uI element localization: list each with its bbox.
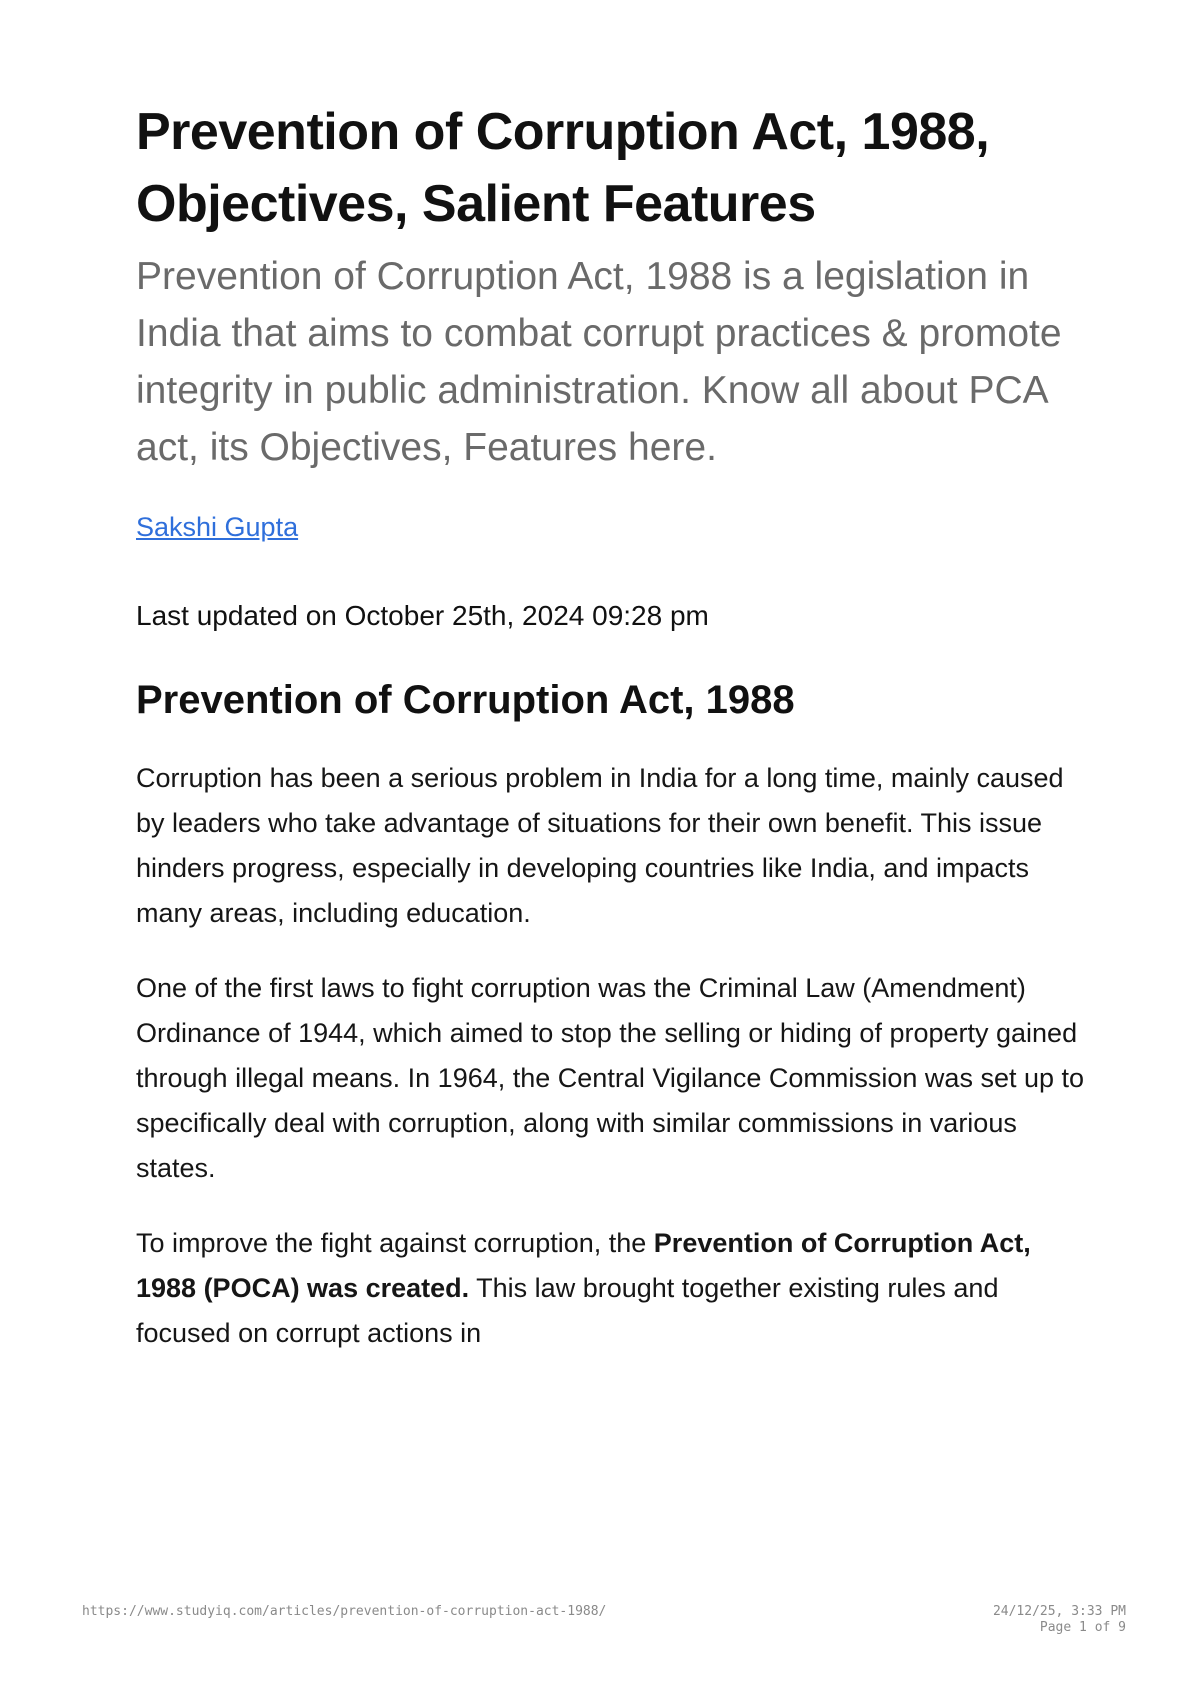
article-title: Prevention of Corruption Act, 1988, Objectives, Salient Features (136, 103, 990, 233)
paragraph-3 (136, 1221, 1096, 1356)
section-heading: Prevention of Corruption Act, 1988 (136, 678, 795, 722)
paragraph-1: Corruption has been a serious problem in India for a long time, mainly caused by leaders who take advantage of situations for their own benefit. This issue hinders progress, especially in developing countries like India, and impacts many areas, including education. (136, 763, 1064, 928)
footer-url: https://www.studyiq.com/articles/prevention-of-corruption-act-1988/ (82, 1604, 607, 1619)
paragraph-3-bold: Prevention of Corruption Act, 1988 (POCA) was created. (136, 1228, 1031, 1303)
paragraph-3-text-end: This law brought together existing rules and focused on corrupt actions in (136, 1273, 999, 1348)
paragraph-2: One of the first laws to fight corruption was the Criminal Law (Amendment) Ordinance of 1944, which aimed to stop the selling or hiding of property gained through illegal means. In 1964, the Central Vigilance Commission was set up to specifically deal with corruption, along with similar commissions in various states. (136, 973, 1085, 1183)
footer-datetime: 24/12/25, 3:33 PM (992, 1604, 1126, 1619)
article (136, 96, 1096, 1356)
footer-page-number: Page 1 of 9 (1039, 1620, 1126, 1635)
paragraph-3-text: To improve the fight against corruption, the (136, 1228, 654, 1258)
article-subtitle: Prevention of Corruption Act, 1988 is a legislation in India that aims to combat corrupt practices & promote integrity in public administration. Know all about PCA act, its Objectives, Features here. (136, 255, 1062, 469)
footer-meta (993, 1604, 1126, 1636)
author-link[interactable]: Sakshi Gupta (136, 512, 299, 542)
last-updated: Last updated on October 25th, 2024 09:28 pm (136, 600, 709, 631)
